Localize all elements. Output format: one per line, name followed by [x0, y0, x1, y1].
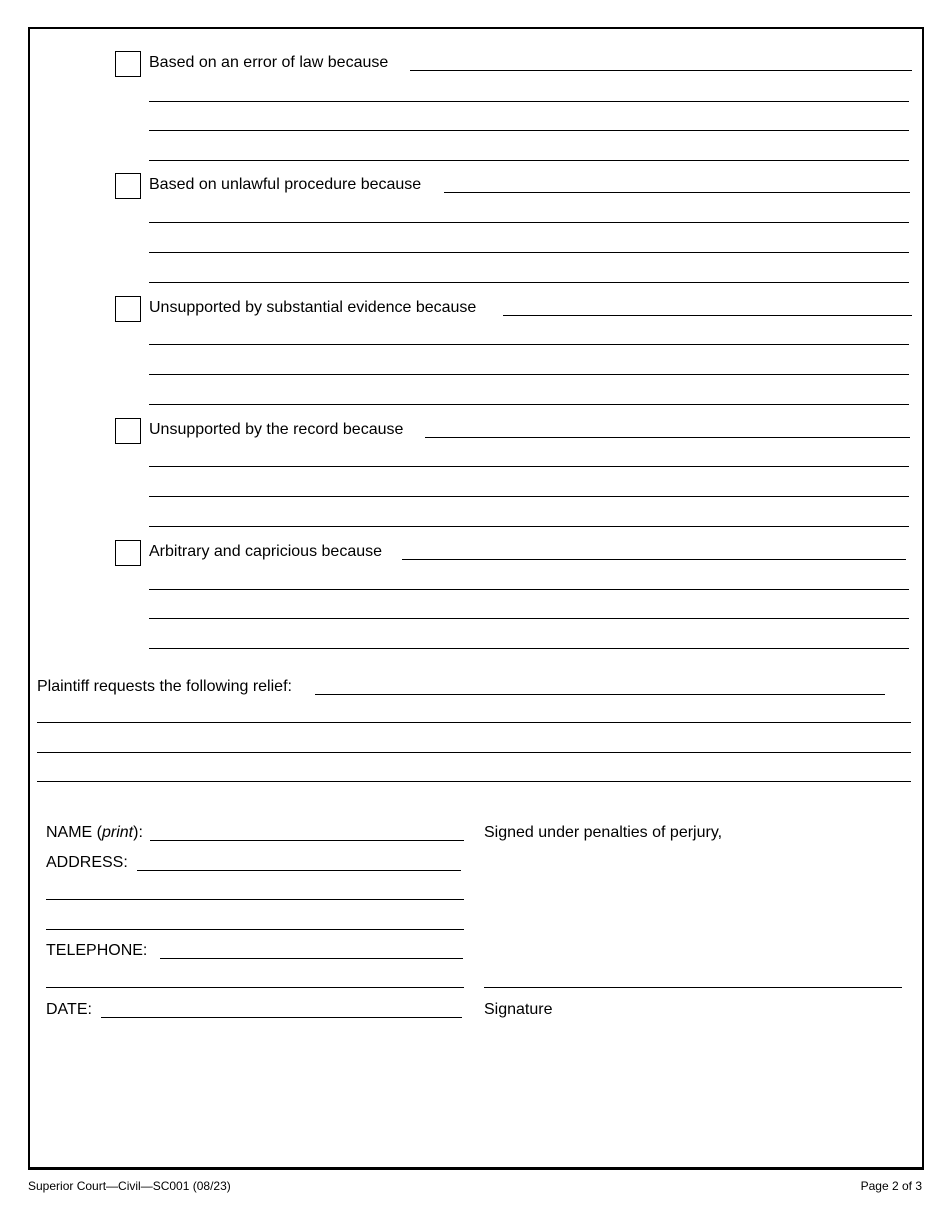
error-of-law-line-2[interactable] — [149, 101, 909, 102]
contact-extra-line[interactable] — [46, 987, 464, 988]
unsupported-record-line-3[interactable] — [149, 496, 909, 497]
unlawful-procedure-line-1[interactable] — [444, 192, 910, 193]
form-border — [28, 27, 924, 1170]
print-italic: print — [102, 824, 134, 841]
error-of-law-checkbox[interactable] — [115, 51, 141, 77]
address-line-2[interactable] — [46, 899, 464, 900]
unlawful-procedure-label: Based on unlawful procedure because — [149, 176, 422, 193]
unsupported-record-line-2[interactable] — [149, 466, 909, 467]
unsupported-record-line-1[interactable] — [425, 437, 910, 438]
unlawful-procedure-checkbox[interactable] — [115, 173, 141, 199]
substantial-evidence-line-4[interactable] — [149, 404, 909, 405]
unlawful-procedure-line-2[interactable] — [149, 222, 909, 223]
date-line[interactable] — [101, 1017, 462, 1018]
substantial-evidence-checkbox[interactable] — [115, 296, 141, 322]
error-of-law-line-3[interactable] — [149, 130, 909, 131]
arbitrary-capricious-line-2[interactable] — [149, 589, 909, 590]
signature-label: Signature — [484, 1001, 553, 1018]
name-line[interactable] — [150, 840, 464, 841]
error-of-law-line-4[interactable] — [149, 160, 909, 161]
unlawful-procedure-line-3[interactable] — [149, 252, 909, 253]
page-number: Page 2 of 3 — [860, 1179, 922, 1193]
unsupported-record-label: Unsupported by the record because — [149, 421, 404, 438]
telephone-line[interactable] — [160, 958, 463, 959]
error-of-law-label: Based on an error of law because — [149, 54, 389, 71]
unsupported-record-line-4[interactable] — [149, 526, 909, 527]
arbitrary-capricious-line-4[interactable] — [149, 648, 909, 649]
substantial-evidence-line-3[interactable] — [149, 374, 909, 375]
perjury-statement: Signed under penalties of perjury, — [484, 824, 723, 841]
unsupported-record-checkbox[interactable] — [115, 418, 141, 444]
signature-line[interactable] — [484, 987, 902, 988]
error-of-law-line-1[interactable] — [410, 70, 912, 71]
address-label: ADDRESS: — [46, 854, 128, 871]
date-label: DATE: — [46, 1001, 92, 1018]
unlawful-procedure-line-4[interactable] — [149, 282, 909, 283]
form-id: Superior Court—Civil—SC001 (08/23) — [28, 1179, 231, 1193]
name-label: NAME (print): — [46, 824, 143, 841]
relief-line-2[interactable] — [37, 722, 911, 723]
relief-line-1[interactable] — [315, 694, 885, 695]
arbitrary-capricious-checkbox[interactable] — [115, 540, 141, 566]
address-line-3[interactable] — [46, 929, 464, 930]
substantial-evidence-line-1[interactable] — [503, 315, 912, 316]
arbitrary-capricious-line-1[interactable] — [402, 559, 906, 560]
relief-label: Plaintiff requests the following relief: — [37, 678, 292, 695]
arbitrary-capricious-line-3[interactable] — [149, 618, 909, 619]
substantial-evidence-label: Unsupported by substantial evidence because — [149, 299, 477, 316]
substantial-evidence-line-2[interactable] — [149, 344, 909, 345]
relief-line-3[interactable] — [37, 752, 911, 753]
address-line-1[interactable] — [137, 870, 461, 871]
arbitrary-capricious-label: Arbitrary and capricious because — [149, 543, 383, 560]
telephone-label: TELEPHONE: — [46, 942, 148, 959]
relief-line-4[interactable] — [37, 781, 911, 782]
